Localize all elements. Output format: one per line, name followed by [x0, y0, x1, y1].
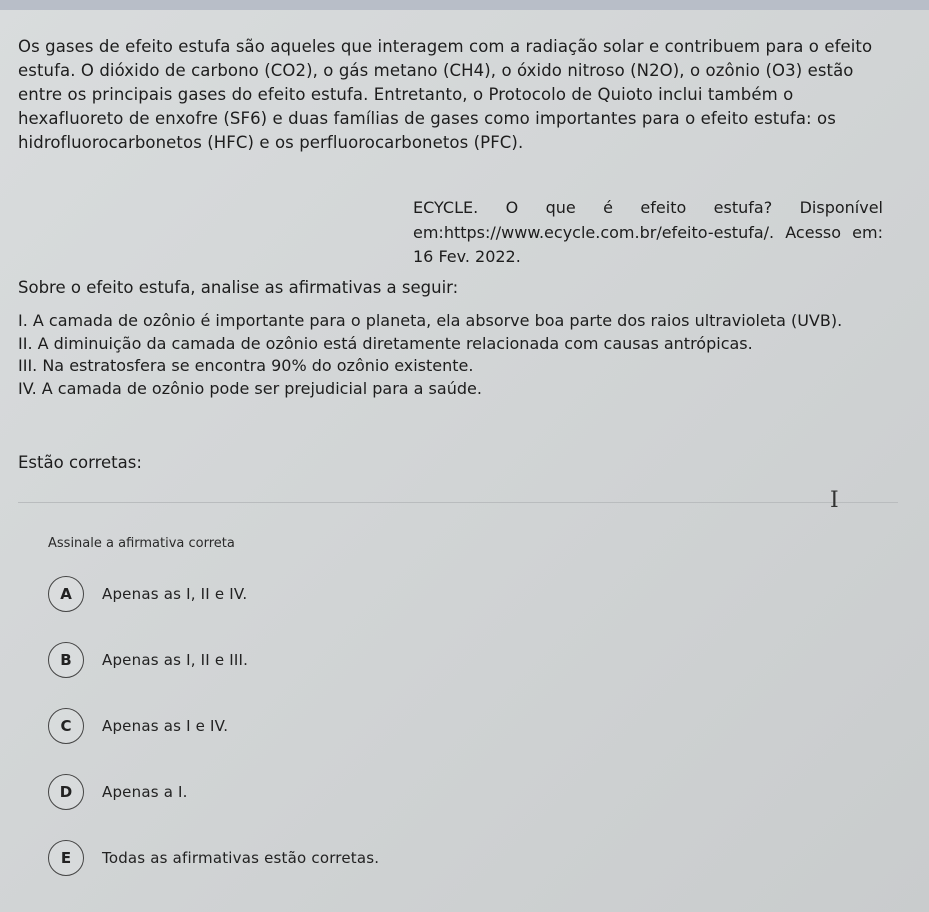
statements-list [18, 310, 898, 400]
option-e-badge[interactable]: E [48, 840, 84, 876]
statement-1: I. A camada de ozônio é importante para o planeta, ela absorve boa parte dos raios ultravioleta (UVB). [18, 311, 843, 330]
option-c-badge[interactable]: C [48, 708, 84, 744]
context-paragraph: Os gases de efeito estufa são aqueles que interagem com a radiação solar e contribuem para o efeito estufa. O dióxido de carbono (CO2), o gás metano (CH4), o óxido nitroso (N2O), o ozônio (O3) estão entre os principais gases do efeito estufa. Entretanto, o Protocolo de Quioto inclui também o hexafluoreto de enxofre (SF6) e duas famílias de gases como importantes para o efeito estufa: os hidrofluorocarbonetos (HFC) e os perfluorocarbonetos (PFC). [18, 36, 873, 153]
option-a[interactable] [48, 575, 247, 613]
window-top-bar [0, 0, 929, 10]
citation: ECYCLE. O que é efeito estufa? Disponível em:https://www.ecycle.com.br/efeito-estufa/. Acesso em: 16 Fev. 2022. [413, 198, 883, 266]
option-e-text[interactable]: Todas as afirmativas estão corretas. [102, 849, 380, 867]
question-text: Sobre o efeito estufa, analise as afirmativas a seguir: [18, 277, 459, 297]
option-a-text[interactable]: Apenas as I, II e IV. [102, 585, 248, 603]
prompt-text: Estão corretas: [18, 453, 142, 472]
option-c[interactable] [48, 707, 228, 745]
question-page [18, 10, 929, 912]
divider [18, 502, 898, 503]
option-b[interactable] [48, 641, 248, 679]
option-a-badge[interactable]: A [48, 576, 84, 612]
option-c-text[interactable]: Apenas as I e IV. [102, 717, 229, 735]
instruction-text: Assinale a afirmativa correta [48, 536, 235, 551]
option-d[interactable] [48, 773, 188, 811]
option-b-text[interactable]: Apenas as I, II e III. [102, 651, 249, 669]
statement-3: III. Na estratosfera se encontra 90% do ozônio existente. [18, 356, 474, 375]
option-d-text[interactable]: Apenas a I. [102, 783, 188, 801]
text-cursor-icon: I [830, 488, 839, 513]
option-e[interactable] [48, 839, 379, 877]
statement-2: II. A diminuição da camada de ozônio está diretamente relacionada com causas antrópicas. [18, 333, 753, 353]
statement-4: IV. A camada de ozônio pode ser prejudicial para a saúde. [18, 378, 482, 398]
option-b-badge[interactable]: B [48, 642, 84, 678]
option-d-badge[interactable]: D [48, 774, 84, 810]
